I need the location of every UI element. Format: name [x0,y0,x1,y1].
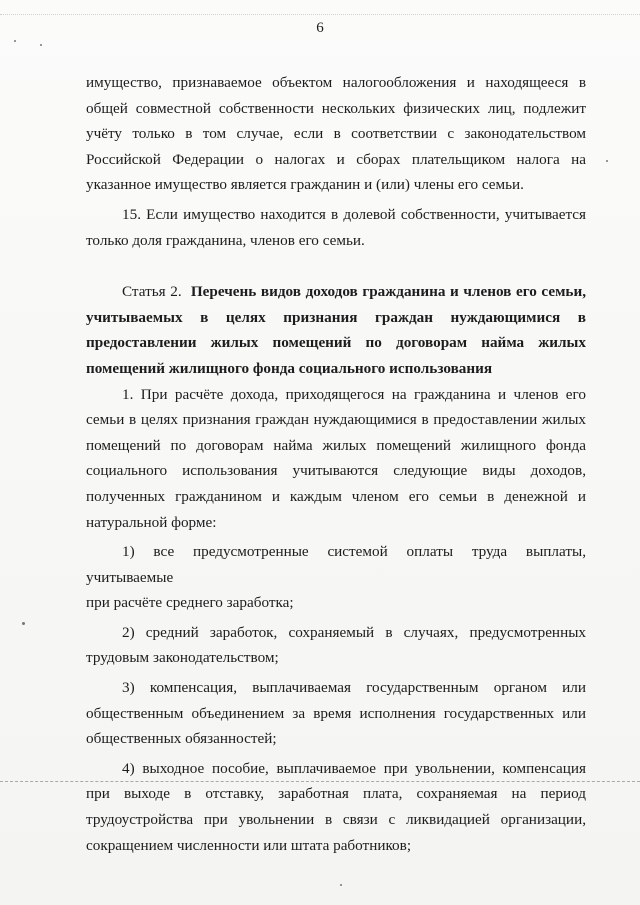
article-title-line: помещений жилищного фонда социального использования [86,359,493,377]
list-item-line: при выходе в отставку, заработная плата, сохраняемая на период [86,785,586,803]
text-line: 1. При расчёте дохода, приходящегося на гражданина и членов его [122,385,586,403]
list-item-line: трудовым законодательством; [86,649,279,667]
article-title-line: Перечень видов доходов гражданина и членов его семьи, [190,283,587,301]
scan-speck [40,44,42,46]
article-heading [86,279,586,305]
scan-speck [14,40,16,42]
text-line: Российской Федерации о налогах и сборах плательщиком налога на [86,150,586,168]
list-item-line: 4) выходное пособие, выплачиваемое при увольнении, компенсация [122,759,586,777]
scan-speck [340,884,342,886]
list-item-line: общественным объединением за время исполнения государственных или [86,704,586,722]
text-line: имущество, признаваемое объектом налогообложения и находящееся в [86,74,586,91]
list-item-line: общественных обязанностей; [86,730,277,748]
text-line: натуральной форме: [86,513,217,531]
text-line: учёту только в том случае, если в соответствии с законодательством [86,125,586,143]
text-line: полученных гражданином и каждым членом его семьи в денежной и [86,487,586,505]
list-item-line: 1) все предусмотренные системой оплаты труда выплаты, учитываемые [86,543,586,586]
text-line: 15. Если имущество находится в долевой собственности, учитывается [122,205,586,223]
scan-speck [22,622,25,625]
article-title-line: учитываемых в целях признания граждан нуждающимися в [86,308,586,326]
scan-top-edge [0,0,640,15]
text-line: помещений по договорам найма жилых помещений жилищного фонда [86,436,586,454]
text-line: общей совместной собственности нескольких физических лиц, подлежит [86,99,586,117]
list-item-line: при расчёте среднего заработка; [86,594,294,612]
document-body [86,70,586,858]
text-line: указанное имущество является гражданин и (или) члены его семьи. [86,176,524,194]
article-title-line: предоставлении жилых помещений по договорам найма жилых [86,334,586,352]
text-line: семьи в целях признания граждан нуждающимися в предоставлении жилых [86,411,586,429]
text-line: социального использования учитываются следующие виды доходов, [86,462,586,480]
list-item-line: 3) компенсация, выплачиваемая государственным органом или [122,679,586,697]
page-number: 6 [316,20,324,36]
list-item-line: трудоустройства при увольнении в связи с ликвидацией организации, [86,811,586,829]
list-item-line: сокращением численности или штата работников; [86,836,412,854]
scan-artifact-line [0,781,640,782]
article-prefix: Статья 2. [122,283,182,301]
list-item-line: 2) средний заработок, сохраняемый в случаях, предусмотренных [122,623,586,641]
text-line: только доля гражданина, членов его семьи. [86,231,365,249]
scan-speck [606,160,608,162]
